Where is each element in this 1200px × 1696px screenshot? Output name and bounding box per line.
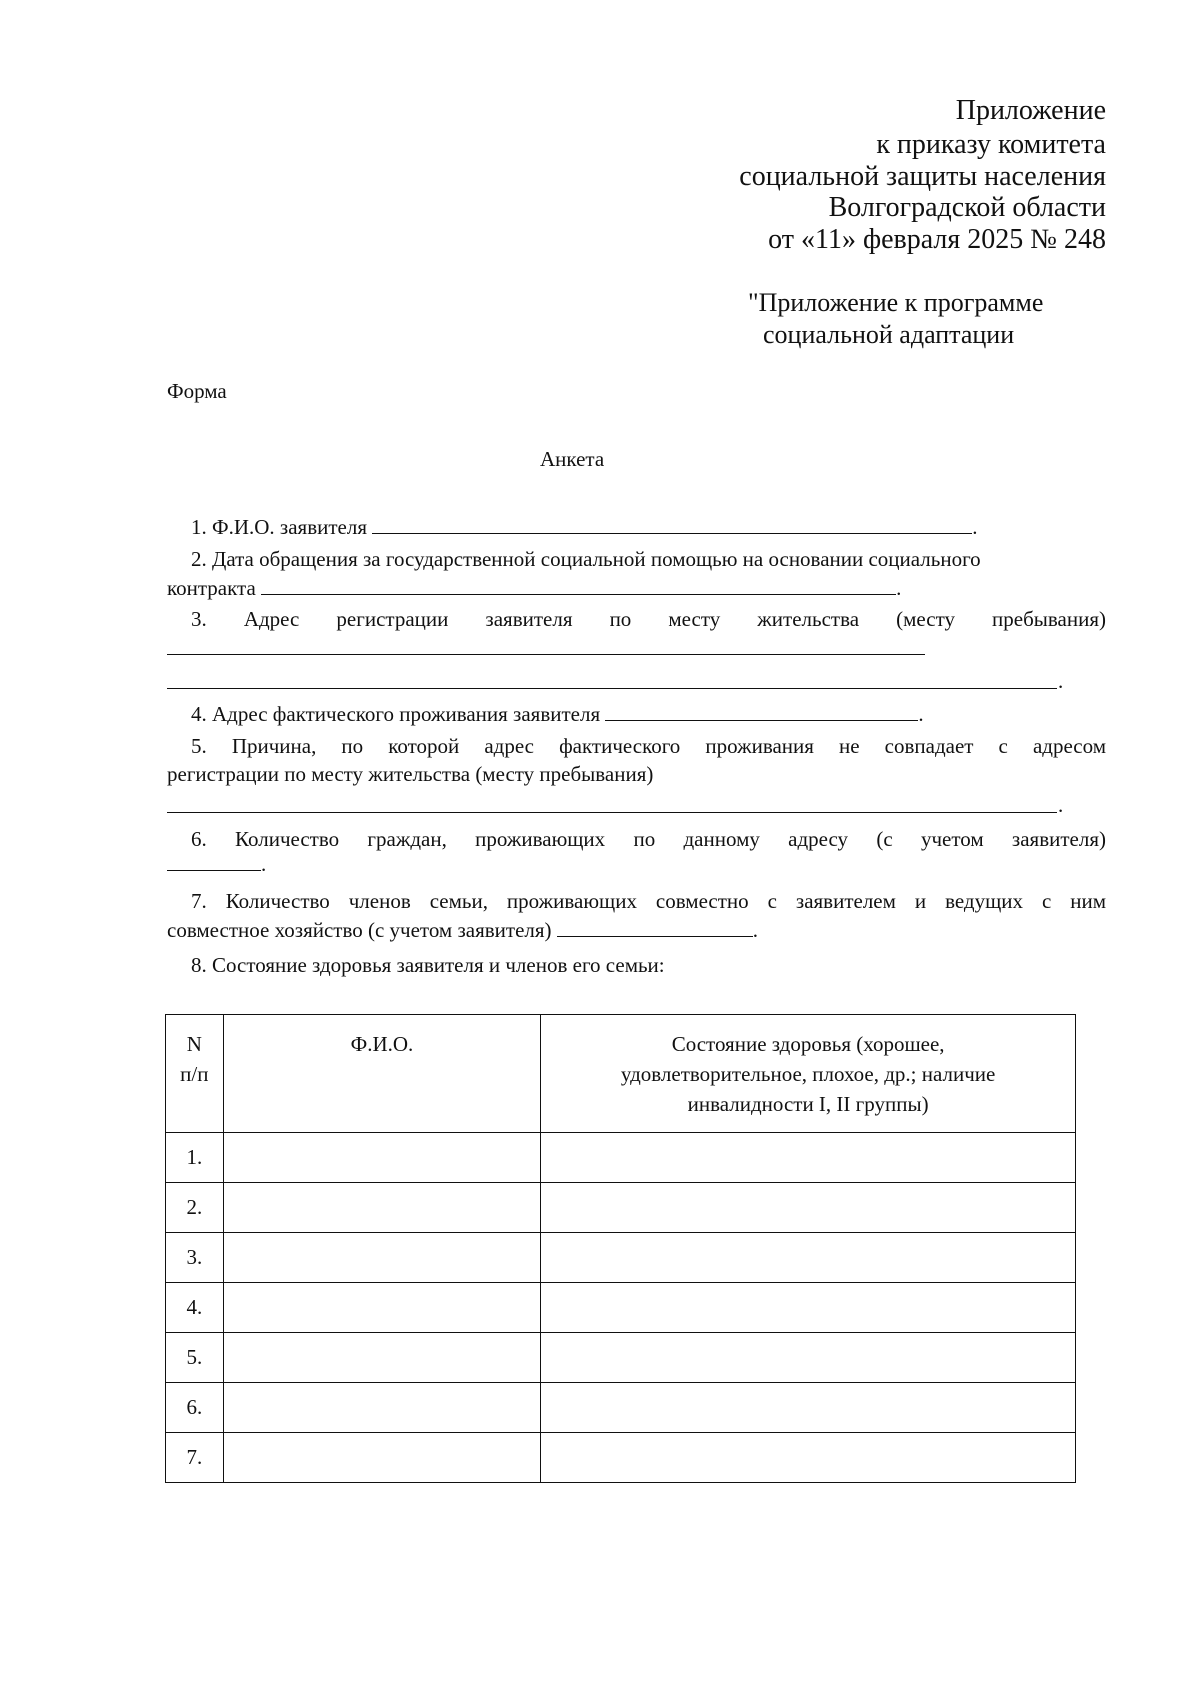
health-table	[165, 1014, 1076, 1483]
table-row	[166, 1433, 1076, 1483]
sub-header-line-1: "Приложение к программе	[748, 288, 1044, 317]
header-number	[166, 1015, 224, 1133]
item-1	[191, 513, 978, 540]
item-3-word: жительства	[757, 607, 860, 631]
table-row	[166, 1183, 1076, 1233]
item-2-label: контракта	[167, 576, 256, 600]
form-label: Форма	[167, 379, 227, 403]
item-6-line-2	[167, 850, 266, 877]
table-header-row	[166, 1015, 1076, 1133]
item-3-word: 3.	[191, 607, 207, 631]
item-3-word: пребывания)	[992, 607, 1106, 631]
header-name: Ф.И.О.	[223, 1015, 541, 1133]
item-5-end: .	[1058, 793, 1064, 817]
header-line-1: Приложение	[955, 95, 1106, 126]
header-health-line-2: удовлетворительное, плохое, др.; наличие	[620, 1062, 996, 1086]
table-row	[166, 1383, 1076, 1433]
item-5-line-2: регистрации по месту жительства (месту пребывания)	[167, 762, 654, 786]
row-number: 3.	[166, 1233, 224, 1283]
application-date-field[interactable]	[261, 574, 896, 595]
name-cell[interactable]	[223, 1333, 541, 1383]
header-line-3: социальной защиты населения	[739, 161, 1106, 192]
header-number-line-1: N	[186, 1032, 202, 1056]
item-3-word: (месту	[896, 607, 955, 631]
item-3-word: по	[609, 607, 632, 631]
family-members-count-field[interactable]	[557, 916, 753, 937]
name-cell[interactable]	[223, 1433, 541, 1483]
row-number: 1.	[166, 1133, 224, 1183]
table-row	[166, 1133, 1076, 1183]
name-cell[interactable]	[223, 1233, 541, 1283]
item-7-line-1: 7. Количество членов семьи, проживающих совместно с заявителем и ведущих с ним	[191, 889, 1106, 913]
item-3-word: заявителя	[485, 607, 573, 631]
item-3-line-1	[191, 606, 1106, 632]
item-7-label: совместное хозяйство (с учетом заявителя)	[167, 918, 552, 942]
header-health-line-3: инвалидности I, II группы)	[687, 1092, 929, 1116]
registration-address-field-1[interactable]	[167, 654, 925, 655]
table-row	[166, 1333, 1076, 1383]
health-cell[interactable]	[541, 1133, 1076, 1183]
name-cell[interactable]	[223, 1383, 541, 1433]
item-7-line-2	[167, 916, 758, 943]
item-5-line-1: 5. Причина, по которой адрес фактического проживания не совпадает с адресом	[191, 734, 1106, 758]
item-4-label: 4. Адрес фактического проживания заявителя	[191, 702, 601, 726]
header-line-5: от «11» февраля 2025 № 248	[768, 224, 1106, 255]
registration-address-field-2[interactable]	[167, 688, 1057, 689]
health-cell[interactable]	[541, 1233, 1076, 1283]
health-cell[interactable]	[541, 1333, 1076, 1383]
item-3-end: .	[1058, 669, 1064, 693]
item-3-word: регистрации	[336, 607, 449, 631]
item-6-line-1: 6. Количество граждан, проживающих по данному адресу (с учетом заявителя)	[191, 827, 1106, 851]
table-row	[166, 1283, 1076, 1333]
item-6-end: .	[261, 852, 267, 876]
actual-address-field[interactable]	[605, 700, 918, 721]
item-4-end: .	[918, 702, 924, 726]
health-cell[interactable]	[541, 1433, 1076, 1483]
page-title: Анкета	[540, 447, 605, 471]
item-3-word: Адрес	[243, 607, 300, 631]
health-cell[interactable]	[541, 1383, 1076, 1433]
name-cell[interactable]	[223, 1133, 541, 1183]
header-number-line-2: п/п	[180, 1062, 209, 1086]
item-4	[191, 700, 924, 727]
table-row	[166, 1233, 1076, 1283]
applicant-name-field[interactable]	[372, 513, 972, 534]
item-3-word: месту	[668, 607, 721, 631]
item-8: 8. Состояние здоровья заявителя и членов его семьи:	[191, 953, 665, 977]
item-2-line-1: 2. Дата обращения за государственной социальной помощью на основании социального	[191, 547, 981, 571]
row-number: 4.	[166, 1283, 224, 1333]
row-number: 6.	[166, 1383, 224, 1433]
item-1-end: .	[972, 515, 978, 539]
health-cell[interactable]	[541, 1283, 1076, 1333]
header-health-line-1: Состояние здоровья (хорошее,	[671, 1032, 945, 1056]
header-health	[541, 1015, 1076, 1133]
header-line-4: Волгоградской области	[828, 192, 1106, 223]
health-cell[interactable]	[541, 1183, 1076, 1233]
reason-field[interactable]	[167, 812, 1057, 813]
sub-header-line-2: социальной адаптации	[763, 320, 1015, 349]
row-number: 5.	[166, 1333, 224, 1383]
row-number: 7.	[166, 1433, 224, 1483]
item-1-label: 1. Ф.И.О. заявителя	[191, 515, 367, 539]
header-line-2: к приказу комитета	[876, 129, 1106, 160]
item-7-end: .	[752, 918, 759, 942]
item-2-line-2	[167, 574, 901, 601]
item-2-end: .	[896, 576, 902, 600]
name-cell[interactable]	[223, 1183, 541, 1233]
name-cell[interactable]	[223, 1283, 541, 1333]
row-number: 2.	[166, 1183, 224, 1233]
residents-count-field[interactable]	[167, 850, 261, 871]
